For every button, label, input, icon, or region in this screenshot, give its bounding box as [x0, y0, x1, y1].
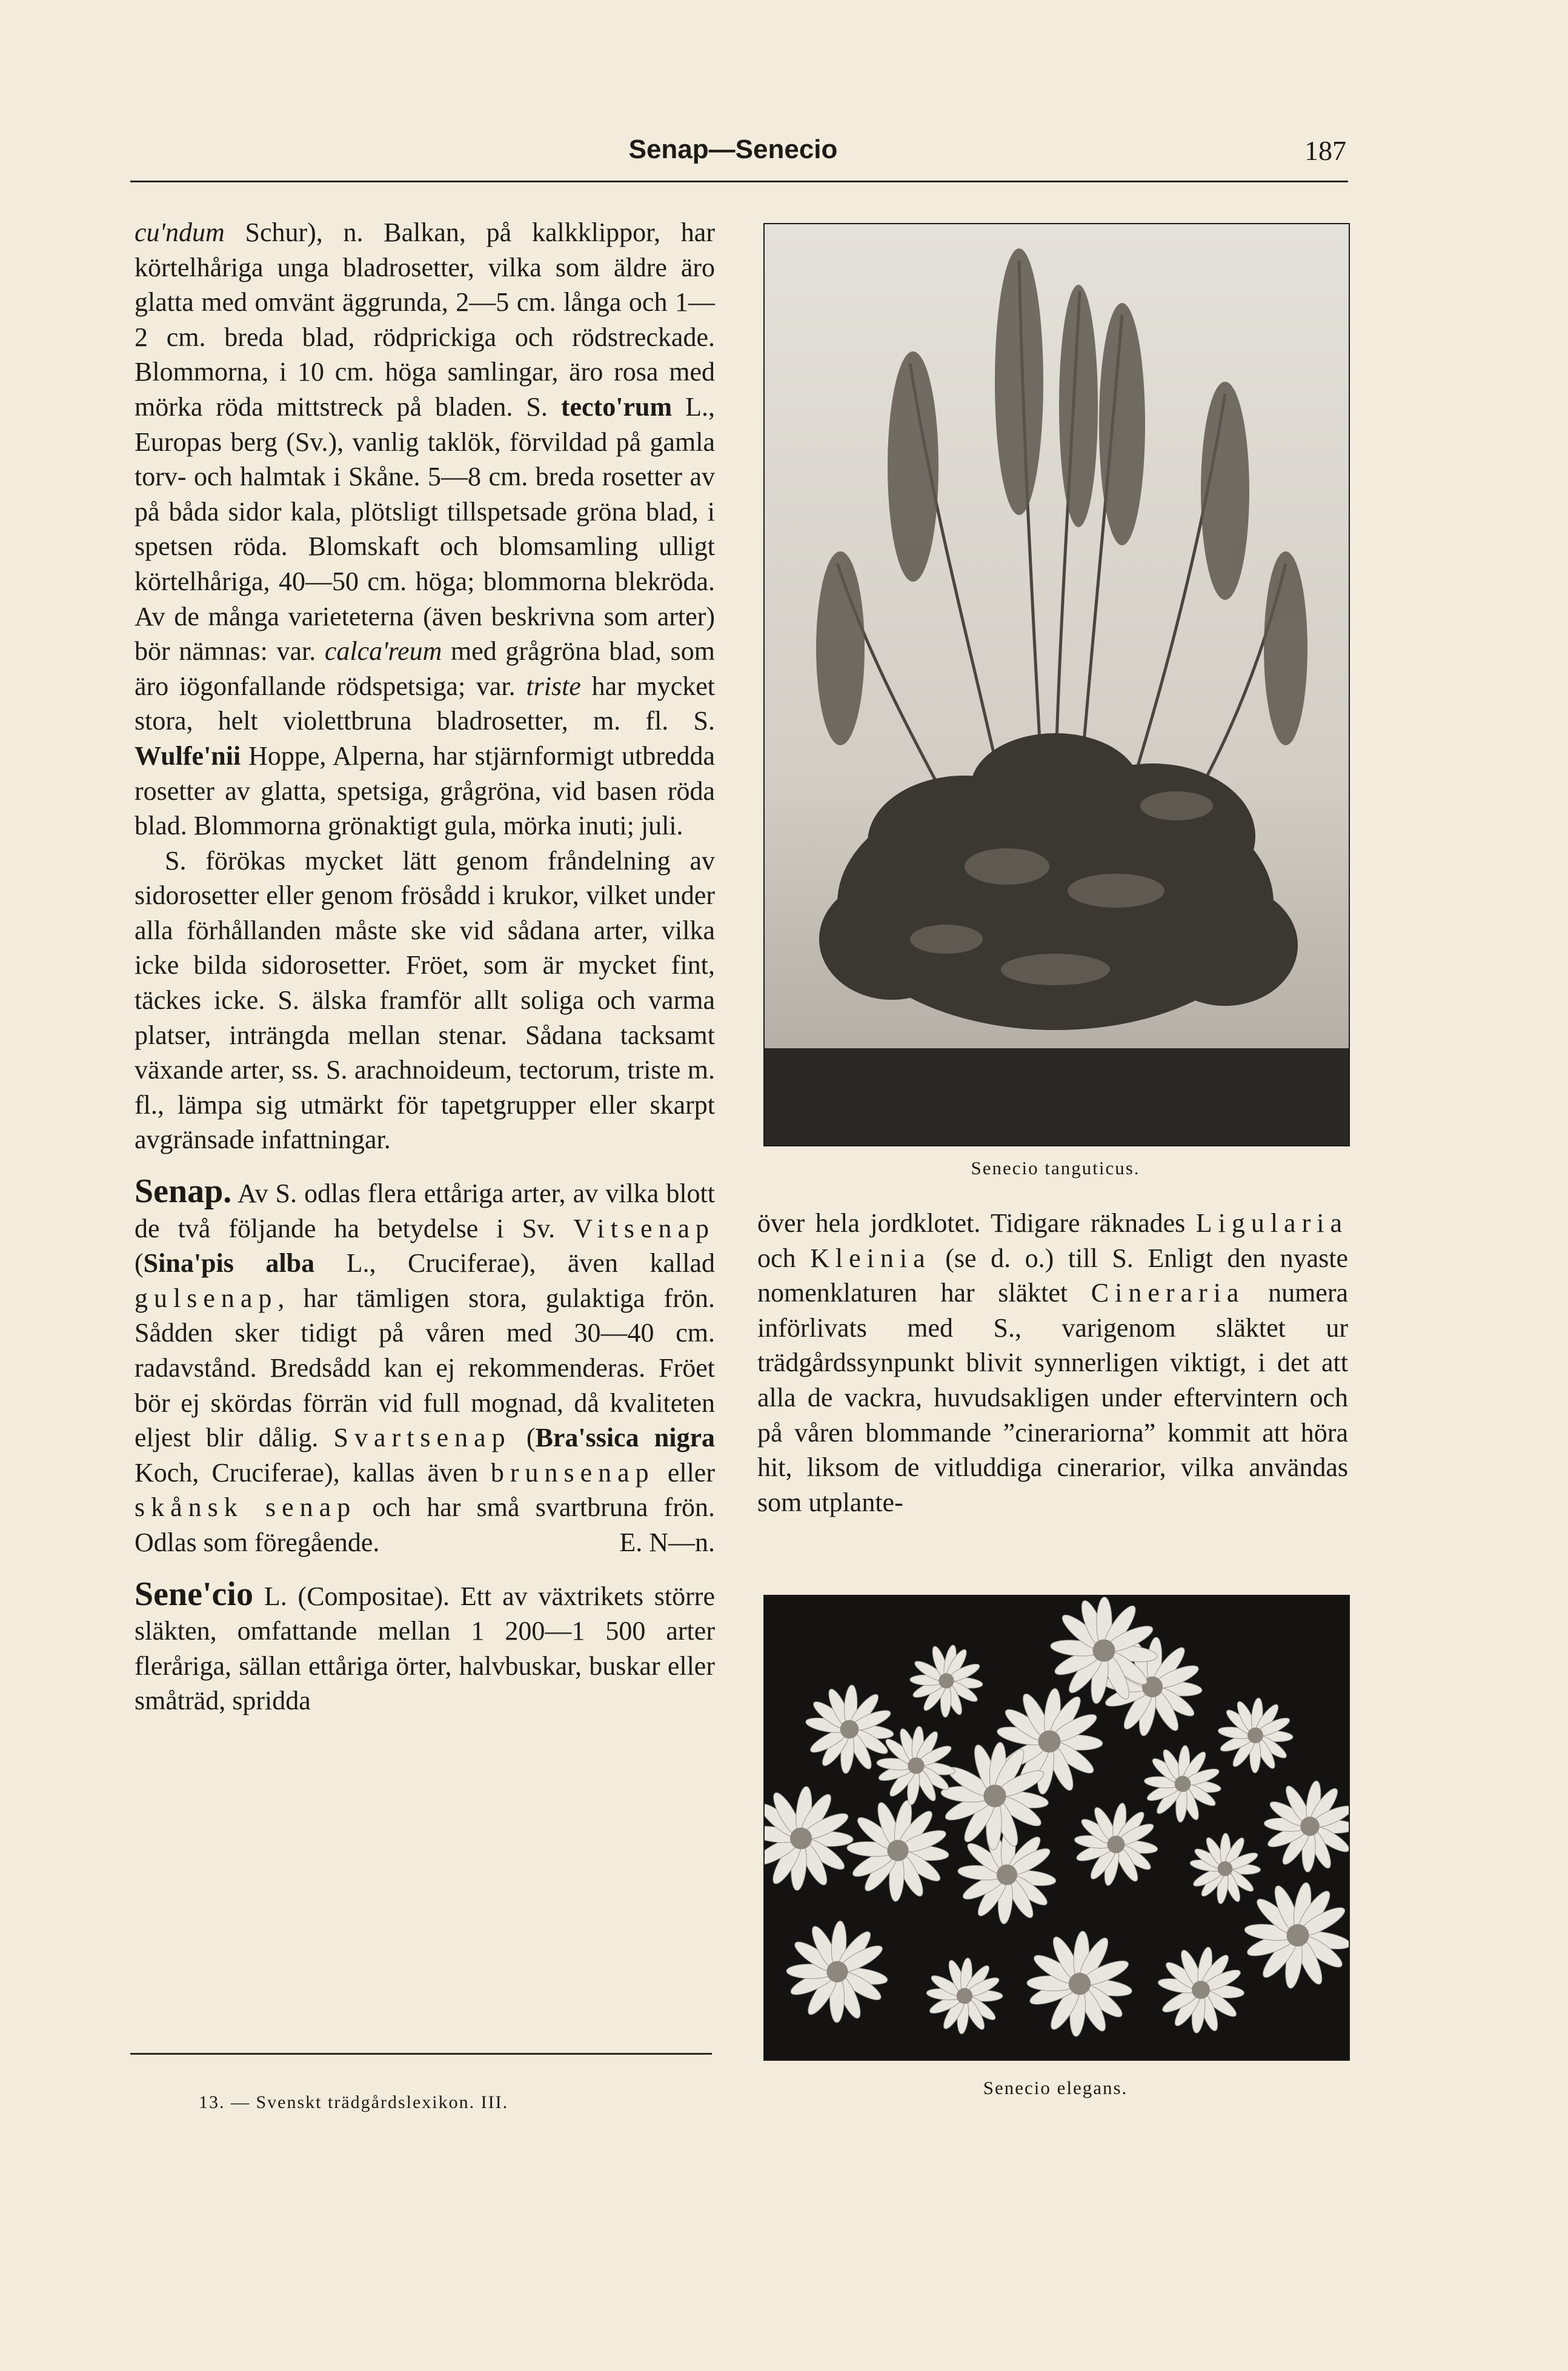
text-run: numera införlivats med S., varigenom släktet ur trädgårdssynpunkt blivit synnerligen viktigt, i det att alla de vackra, huvudsakligen under eftervintern och på våren blommande ”cinerariorna” kommit att höra hit, liksom de vitluddiga cinerarior, vilka användas som utplante- — [757, 1278, 1349, 1517]
species-name: Bra'ssica nigra — [535, 1423, 715, 1453]
right-column — [757, 1206, 1348, 1520]
spaced-term: skånsk senap — [135, 1492, 357, 1523]
entry-senap — [135, 1174, 715, 1560]
spaced-term: Ligularia — [1195, 1208, 1348, 1238]
variety-name: triste — [526, 671, 581, 701]
spaced-term: Svartsenap — [333, 1423, 511, 1453]
spaced-term: brunsenap — [490, 1457, 655, 1488]
text-run: L., Europas berg (Sv.), vanlig taklök, förvildad på gamla torv- och halmtak i Skåne. 5—8 cm. breda rosetter av på båda sidor kala, plötsligt tillspetsade gröna blad, i spetsen röda. Blomskaft och blomsamling ulligt körtelhåriga, 40—50 cm. höga; blommorna blekröda. Av de många varieteterna (även beskrivna som arter) bör nämnas: var. — [135, 391, 715, 667]
species-name: tecto'rum — [560, 391, 673, 422]
plant-photo-illustration — [765, 224, 1349, 1145]
text-run: L., Cruciferae), även kallad — [314, 1248, 716, 1279]
figure-caption-bottom: Senecio elegans. — [983, 2077, 1128, 2098]
text-run: Av S. odlas flera ettåriga arter, av vilka blott de två följande ha betydelse i Sv. — [135, 1179, 715, 1243]
variety-name: calca'reum — [324, 636, 442, 667]
entry-senecio — [135, 1577, 715, 1718]
footer-signature-note: 13. — Svenskt trädgårdslexikon. III. — [199, 2092, 509, 2112]
footer-rule — [130, 2053, 712, 2055]
text-run: eller — [654, 1457, 715, 1488]
running-head: Senap—Senecio — [628, 135, 838, 164]
figure-caption-top: Senecio tanguticus. — [971, 1157, 1140, 1179]
paragraph-senecio-continued — [757, 1206, 1348, 1520]
text-run: (se d. o.) till S. Enligt den nyaste nomenklaturen har släktet — [757, 1243, 1349, 1308]
text-run: ( — [135, 1248, 144, 1279]
headword-senap: Senap. — [135, 1172, 232, 1211]
text-run: ( — [511, 1423, 536, 1453]
spaced-term: Vitsenap — [573, 1213, 715, 1243]
text-run: Schur), n. Balkan, på kalkklippor, har körtelhåriga unga bladrosetter, vilka som äldre äro glatta med omvänt äggrunda, 2—5 cm. långa och 1—2 cm. breda blad, rödprickiga och rödstreckade. Blommorna, i 10 cm. höga samlingar, äro rosa med mörka röda mittstreck på bladen. S. — [135, 218, 715, 422]
text-run: har mycket stora, helt violettbruna bladrosetter, m. fl. S. — [135, 671, 715, 736]
headword-senecio: Sene'cio — [135, 1575, 253, 1613]
species-name: Sina'pis alba — [143, 1248, 315, 1279]
species-name: cu'ndum — [135, 218, 225, 247]
header-rule — [130, 181, 1348, 182]
text-run: och har små svartbruna frön. Odlas som föregående. — [135, 1492, 715, 1557]
text-run: Hoppe, Alperna, har stjärnformigt utbredda rosetter av glatta, spetsiga, grågröna, vid basen röda blad. Blommorna grönaktigt gula, mörka inuti; juli. — [135, 740, 715, 841]
text-run: , har tämligen stora, gulaktiga frön. Sådden sker tidigt på våren med 30—40 cm. radavstånd. Bredsådd kan ej rekommenderas. Fröet bör ej skördas förrän vid full mognad, då kvaliteten eljest blir dålig. — [135, 1283, 715, 1453]
left-column — [135, 215, 715, 1718]
author-signature: E. N—n. — [619, 1527, 715, 1557]
page-number: 187 — [1304, 135, 1346, 166]
spaced-term: Cineraria — [1091, 1278, 1245, 1308]
text-run: med grågröna blad, som äro iögonfallande rödspetsiga; var. — [135, 636, 715, 701]
photo-senecio-elegans — [763, 1595, 1350, 2061]
spaced-term: Kleinia — [810, 1243, 931, 1273]
text-run: och — [757, 1243, 811, 1273]
photo-senecio-tanguticus — [763, 223, 1350, 1146]
spaced-term: gulsenap — [135, 1283, 278, 1313]
paragraph-propagation: S. förökas mycket lätt genom fråndelning av sidorosetter eller genom frösådd i krukor, vilket under alla förhållanden måste ske vid sådana arter, vilka icke bilda sidorosetter. Fröet, som är mycket fint, täckes icke. S. älska framför allt soliga och varma platser, inträngda mellan stenar. Sådana tacksamt växande arter, ss. S. arachnoideum, tectorum, triste m. fl., lämpa sig utmärkt för tapetgrupper eller skarpt avgränsade infattningar. — [135, 845, 715, 1155]
species-name: Wulfe'nii — [135, 740, 241, 771]
flower-photo-illustration — [765, 1596, 1349, 2060]
text-run: över hela jordklotet. Tidigare räknades — [757, 1208, 1196, 1238]
text-run: Koch, Cruciferae), kallas även — [135, 1457, 491, 1488]
text-run: L. (Compositae). Ett av växtrikets större släkten, omfattande mellan 1 200—1 500 arter fleråriga, sällan ettåriga örter, halvbuskar, buskar eller småträd, spridda — [135, 1581, 715, 1716]
paragraph-sempervivum — [135, 215, 715, 843]
